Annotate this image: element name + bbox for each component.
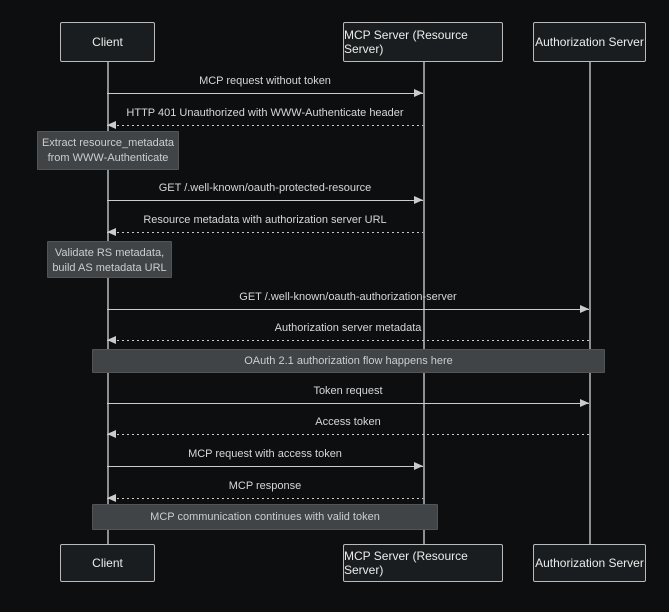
actor-auth-server-top	[533, 22, 646, 62]
arrowhead-left-icon	[107, 121, 116, 129]
message-label: Token request	[313, 385, 383, 397]
message-line	[107, 466, 423, 467]
message-line	[107, 498, 423, 499]
arrowhead-left-icon	[107, 228, 116, 236]
message-label: GET /.well-known/oauth-authorization-server	[239, 291, 457, 303]
actor-client-bottom	[60, 544, 155, 582]
arrowhead-left-icon	[107, 430, 116, 438]
message-label: HTTP 401 Unauthorized with WWW-Authenticate header	[126, 107, 404, 119]
message-line	[107, 434, 589, 435]
message-line	[107, 125, 423, 126]
actor-auth-server-label: Authorization Server	[535, 35, 644, 49]
actor-mcp-server-top	[343, 22, 503, 62]
message-line	[107, 93, 423, 94]
actor-client-label: Client	[92, 556, 123, 570]
message-label: MCP request with access token	[188, 448, 342, 460]
note-line-1: Extract resource_metadata	[41, 137, 175, 149]
note-label: OAuth 2.1 authorization flow happens here	[244, 355, 453, 367]
message-label: GET /.well-known/oauth-protected-resource	[158, 182, 372, 194]
arrowhead-left-icon	[107, 336, 116, 344]
note-line-2: build AS metadata URL	[52, 262, 167, 274]
message-label: Authorization server metadata	[274, 322, 422, 334]
actor-client-label: Client	[92, 35, 123, 49]
actor-auth-server-label: Authorization Server	[535, 556, 644, 570]
message-line	[107, 403, 589, 404]
actor-mcp-server-bottom	[343, 544, 503, 582]
arrowhead-right-icon	[414, 196, 423, 204]
message-label: MCP request without token	[199, 75, 331, 87]
actor-auth-server-bottom	[533, 544, 646, 582]
message-line	[107, 309, 589, 310]
actor-mcp-server-label: MCP Server (Resource Server)	[344, 28, 468, 56]
arrowhead-right-icon	[414, 462, 423, 470]
actor-client-top	[60, 22, 155, 62]
message-label: Resource metadata with authorization server URL	[143, 214, 387, 226]
note-label: MCP communication continues with valid token	[150, 511, 380, 523]
note-mcp-communication-continues	[92, 504, 438, 530]
message-line	[107, 232, 423, 233]
arrowhead-right-icon	[414, 89, 423, 97]
arrowhead-left-icon	[107, 494, 116, 502]
arrowhead-right-icon	[580, 399, 589, 407]
actor-mcp-server-label: MCP Server (Resource Server)	[344, 549, 468, 577]
note-oauth-flow-band	[92, 349, 605, 373]
note-line-2: from WWW-Authenticate	[47, 152, 169, 164]
message-label: MCP response	[228, 480, 302, 492]
message-line	[107, 200, 423, 201]
note-extract-resource-metadata	[37, 131, 179, 170]
lifeline-auth-server	[589, 62, 591, 544]
message-label: Access token	[315, 416, 381, 428]
note-validate-rs-metadata	[47, 241, 172, 278]
arrowhead-right-icon	[580, 305, 589, 313]
note-line-1: Validate RS metadata,	[54, 247, 165, 259]
message-line	[107, 340, 589, 341]
